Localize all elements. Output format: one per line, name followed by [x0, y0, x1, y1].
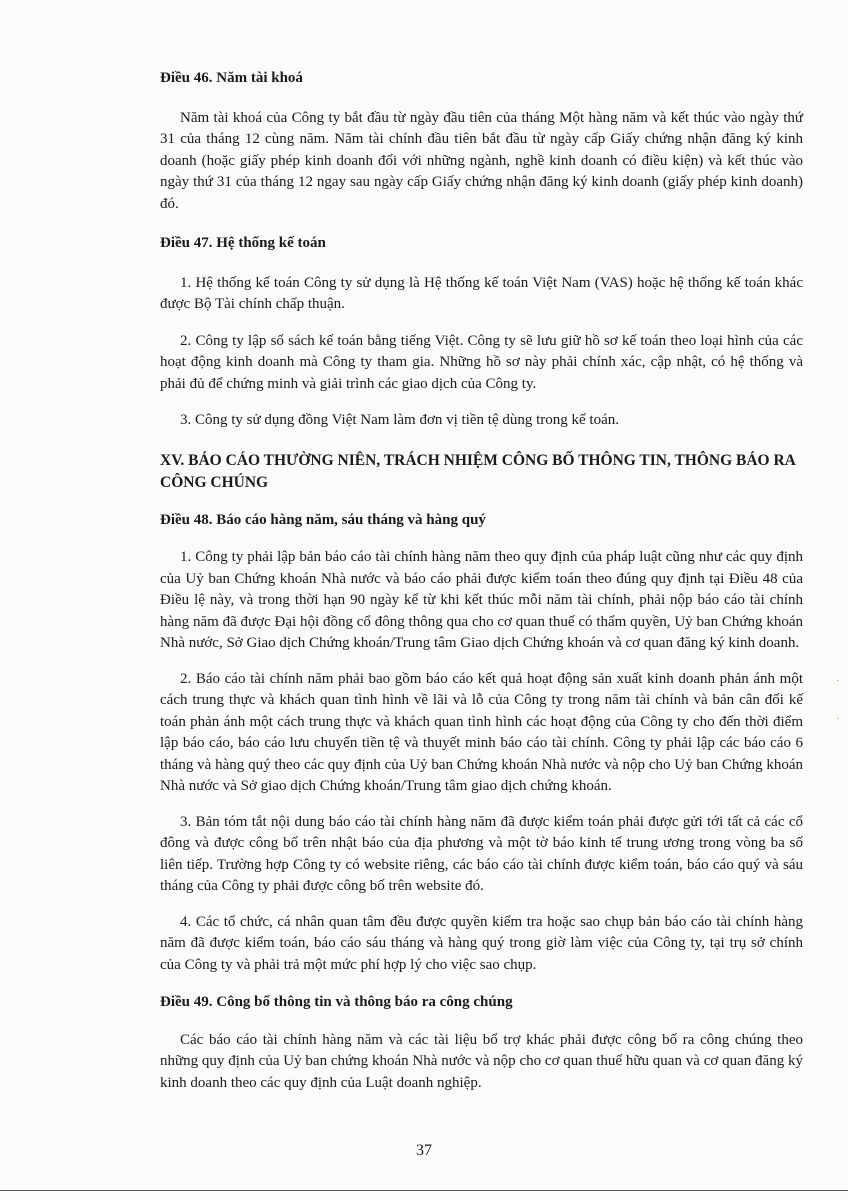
article-47-title: Điều 47. Hệ thống kế toán: [160, 235, 326, 251]
scan-margin-mark: ·: [836, 676, 840, 687]
article-48-paragraph-3: 3. Bản tóm tắt nội dung báo cáo tài chính hàng năm đã được kiểm toán phải được gửi tới tất cả các cổ đông và được công bố trên nhật báo của địa phương và một tờ báo kinh tế trung ương trong vòng ba số liên tiếp. Trường hợp Công ty có website riêng, các báo cáo tài chính được kiểm toán, báo cáo quý và sáu tháng của Công ty phải được công bố trên website đó.: [160, 813, 803, 894]
article-49-title: Điều 49. Công bố thông tin và thông báo ra công chúng: [160, 994, 513, 1010]
article-46-paragraph: Năm tài khoá của Công ty bắt đầu từ ngày đầu tiên của tháng Một hàng năm và kết thúc vào ngày thứ 31 của tháng 12 cùng năm. Năm tài chính đầu tiên bắt đầu từ ngày cấp Giấy chứng nhận đăng ký kinh doanh (hoặc giấy phép kinh doanh đối với những ngành, nghề kinh doanh có điều kiện) và kết thúc vào ngày thứ 31 của tháng 12 ngay sau ngày cấp Giấy chứng nhận đăng ký kinh doanh (giấy phép kinh doanh) đó.: [160, 109, 803, 212]
article-49-paragraph: Các báo cáo tài chính hàng năm và các tài liệu bổ trợ khác phải được công bố ra công chúng theo những quy định của Uỷ ban chứng khoán Nhà nước và nộp cho cơ quan thuế hữu quan và cơ quan đăng ký kinh doanh theo các quy định của Luật doanh nghiệp.: [160, 1031, 803, 1091]
section-15-title: XV. BÁO CÁO THƯỜNG NIÊN, TRÁCH NHIỆM CÔNG BỐ THÔNG TIN, THÔNG BÁO RA CÔNG CHÚNG: [160, 451, 796, 491]
bottom-scan-edge: [0, 1190, 848, 1191]
article-48-paragraph-2: 2. Báo cáo tài chính năm phải bao gồm báo cáo kết quả hoạt động sản xuất kinh doanh phản ánh một cách trung thực và khách quan tình hình về lãi và lỗ của Công ty trong năm tài chính và bản cân đối kế toán phản ánh một cách trung thực và khách quan tình hình các hoạt động của Công ty cho đến thời điểm lập báo cáo, báo cáo lưu chuyển tiền tệ và thuyết minh báo cáo tài chính. Công ty phải lập các báo cáo 6 tháng và hàng quý theo các quy định của Uỷ ban Chứng khoán Nhà nước và nộp cho Uỷ ban Chứng khoán Nhà nước và Sở giao dịch Chứng khoán/Trung tâm giao dịch chứng khoán.: [160, 670, 803, 794]
article-47-paragraph-3: 3. Công ty sử dụng đồng Việt Nam làm đơn vị tiền tệ dùng trong kế toán.: [180, 412, 620, 428]
document-body: [160, 68, 803, 1094]
article-48-paragraph-1: 1. Công ty phải lập bản báo cáo tài chính hàng năm theo quy định của pháp luật cũng như các quy định của Uỷ ban Chứng khoán Nhà nước và báo cáo phải được kiểm toán theo đúng quy định tại Điều 48 của Điều lệ này, và trong thời hạn 90 ngày kể từ khi kết thúc mỗi năm tài chính, phải nộp báo cáo tài chính hàng năm đã được Đại hội đồng cổ đông thông qua cho cơ quan thuế có thẩm quyền, Uỷ ban Chứng khoán Nhà nước, Sở Giao dịch Chứng khoán/Trung tâm Giao dịch Chứng khoán và cơ quan đăng ký kinh doanh.: [160, 549, 803, 651]
article-47-paragraph-2: 2. Công ty lập sổ sách kế toán bằng tiếng Việt. Công ty sẽ lưu giữ hồ sơ kế toán theo loại hình của các hoạt động kinh doanh mà Công ty tham gia. Những hồ sơ này phải chính xác, cập nhật, có hệ thống và phải đủ để chứng minh và giải trình các giao dịch của Công ty.: [160, 332, 803, 392]
scan-margin-mark: ·: [836, 714, 840, 725]
article-47-paragraph-1: 1. Hệ thống kế toán Công ty sử dụng là Hệ thống kế toán Việt Nam (VAS) hoặc hệ thống kế toán khác được Bộ Tài chính chấp thuận.: [160, 274, 803, 312]
page-number: 37: [416, 1142, 432, 1159]
article-48-paragraph-4: 4. Các tổ chức, cá nhân quan tâm đều được quyền kiểm tra hoặc sao chụp bản báo cáo tài chính hàng năm đã được kiểm toán, báo cáo sáu tháng và hàng quý trong giờ làm việc của Công ty, tại trụ sở chính của Công ty và phải trả một mức phí hợp lý cho việc sao chụp.: [160, 913, 803, 973]
article-48-title: Điều 48. Báo cáo hàng năm, sáu tháng và hàng quý: [160, 511, 486, 528]
article-46-title: Điều 46. Năm tài khoá: [160, 70, 303, 86]
